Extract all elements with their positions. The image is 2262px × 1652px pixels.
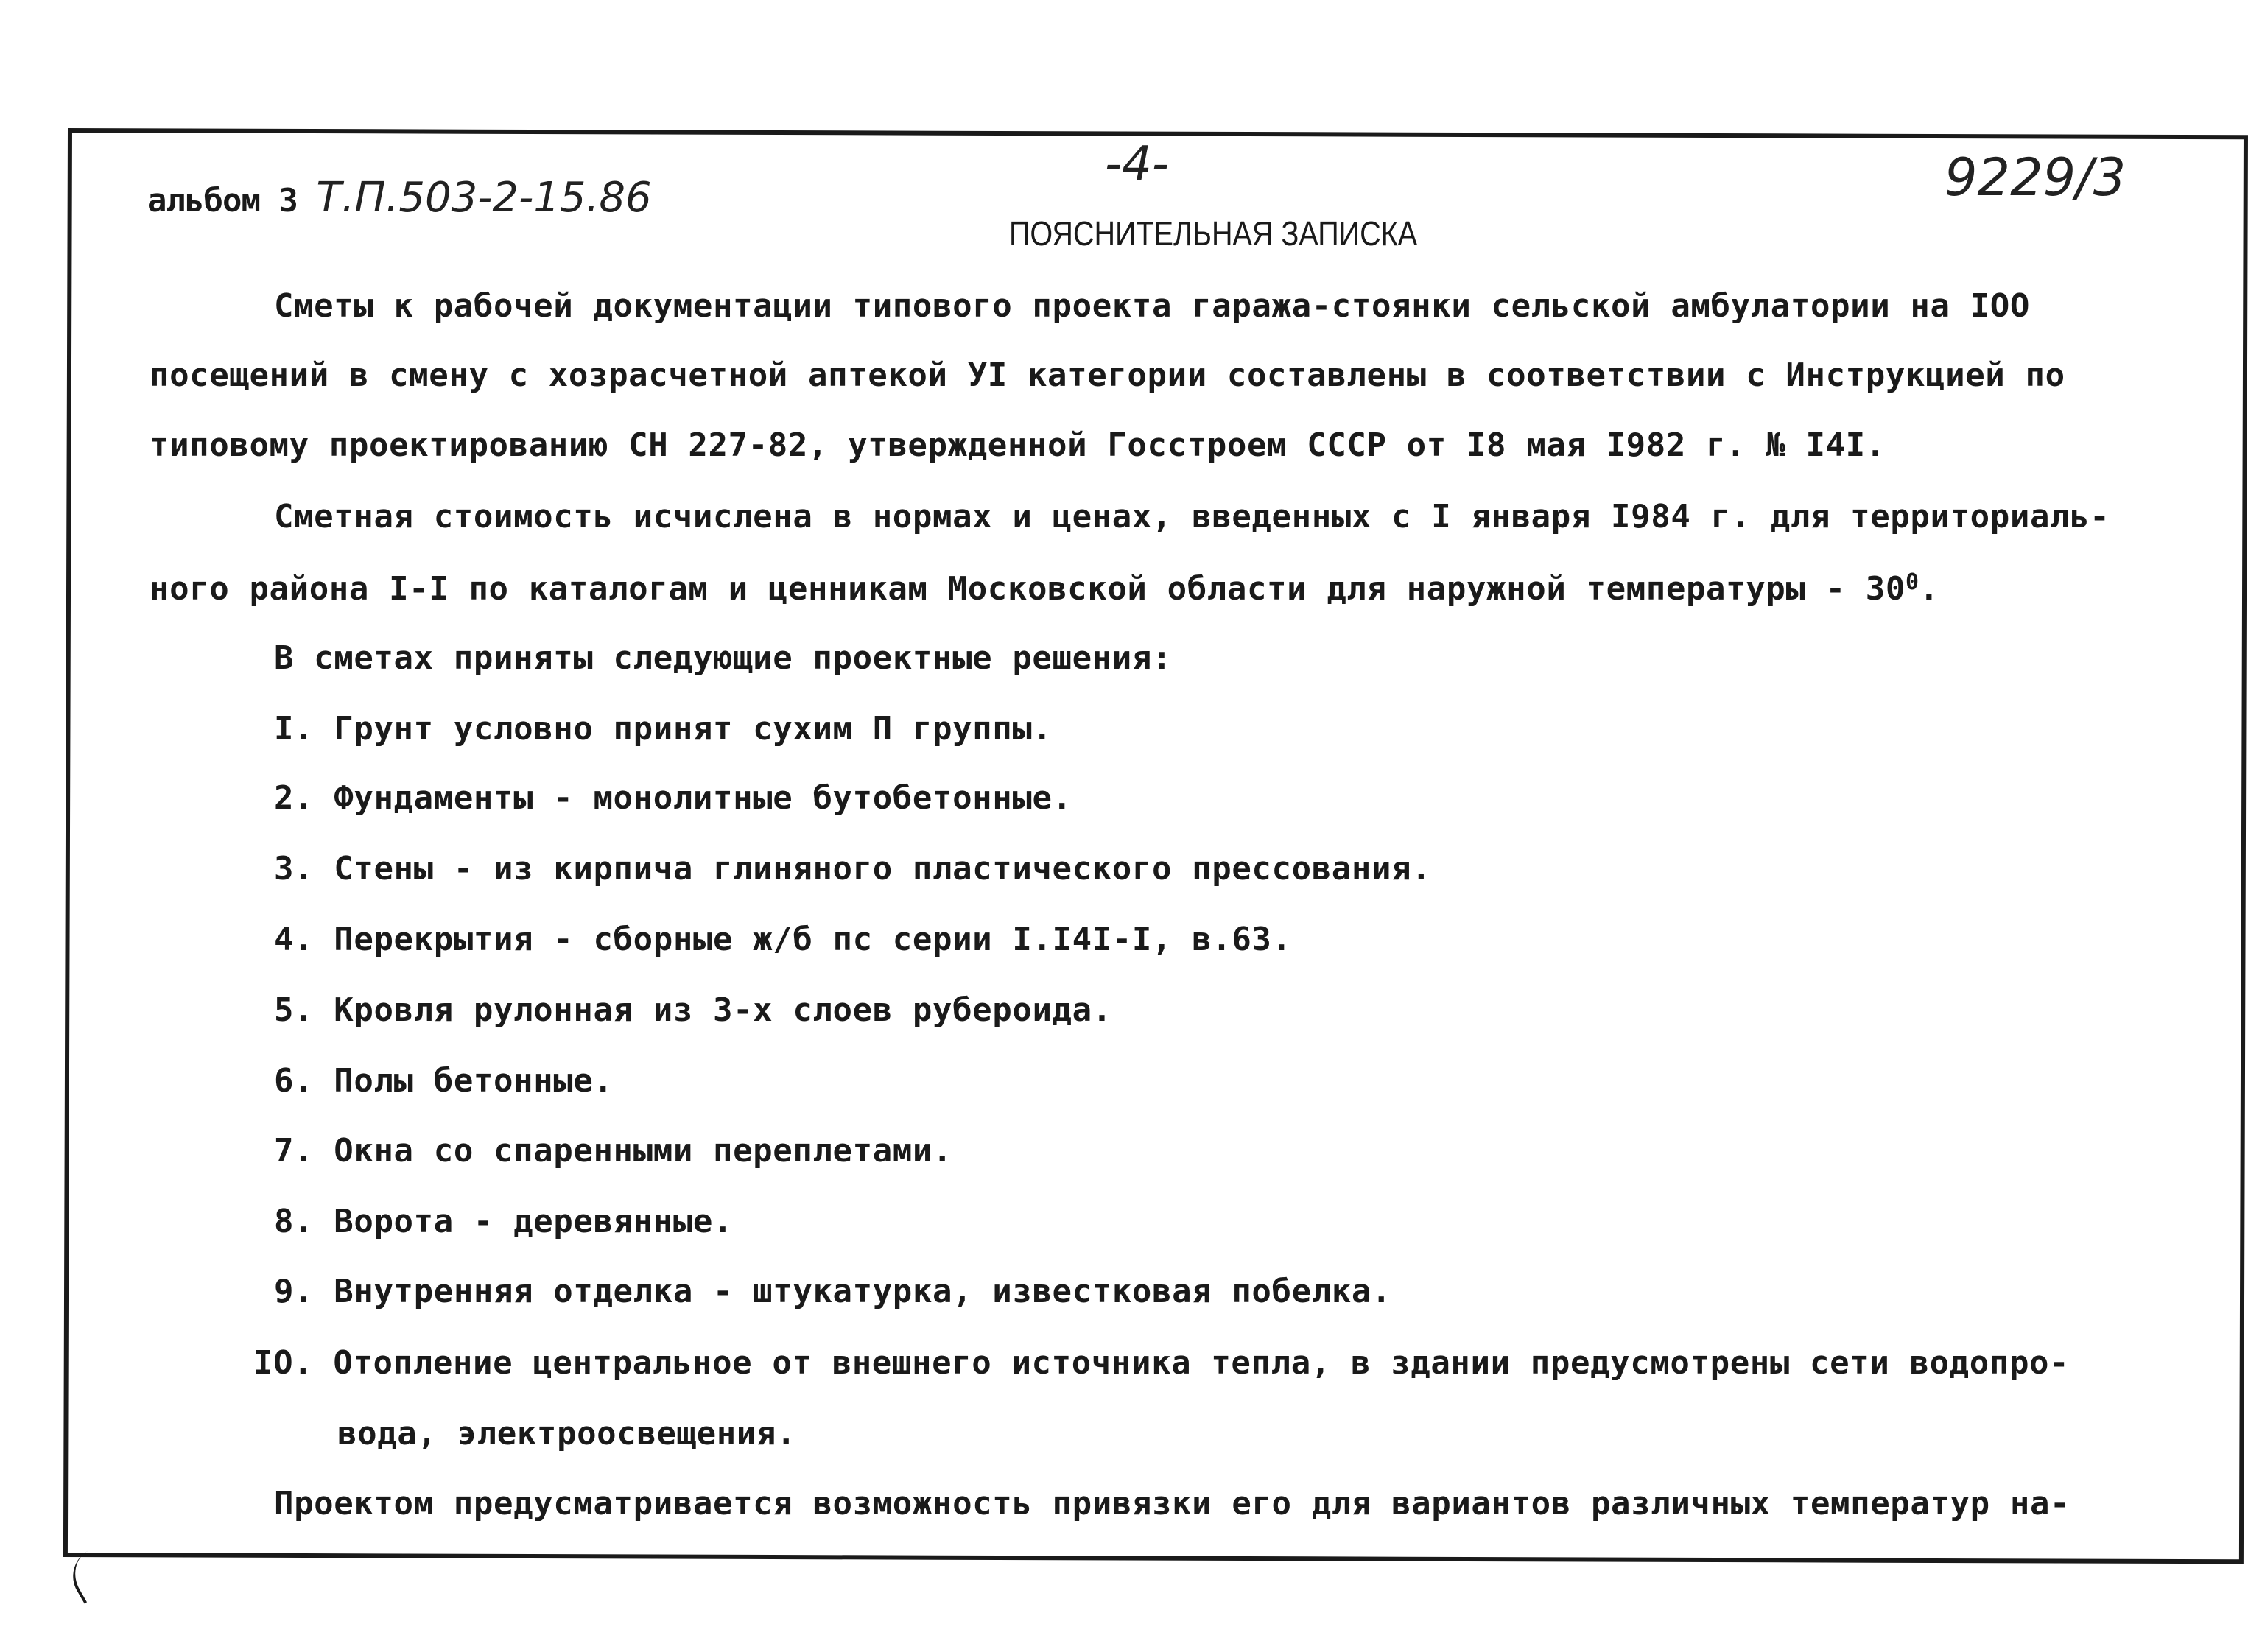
list-item-text: Полы бетонные. [334, 1062, 614, 1100]
album-reference [147, 174, 652, 222]
list-item-text: Отопление центральное от внешнего источника тепла, в здании предусмотрены сети водопро- [333, 1344, 2070, 1382]
list-item [274, 710, 1053, 748]
album-number-handwritten: Т.П.503-2-15.86 [316, 174, 652, 222]
list-item [274, 991, 1112, 1029]
list-item-number: 4. [274, 921, 315, 958]
list-item [274, 1273, 1392, 1310]
page-number: -4- [1105, 137, 1169, 191]
degree-superscript: 0 [1905, 569, 1919, 595]
paragraph-2-line-2-text: ного района I-I по каталогам и ценникам Московской области для наружной температуры - 30 [150, 570, 1906, 608]
list-item-number: I. [274, 710, 315, 748]
paragraph-2-end: . [1919, 570, 1939, 608]
paragraph-3: В сметах приняты следующие проектные решения: [274, 639, 1173, 677]
list-item [274, 1062, 614, 1100]
paragraph-1-line-2: посещений в смену с хозрасчетной аптекой УI категории составлены в соответствии с Инструкцией по [150, 356, 2065, 394]
list-item-text: Грунт условно принят сухим П группы. [334, 710, 1053, 748]
list-item [274, 850, 1432, 887]
list-item-text: Окна со спаренными переплетами. [334, 1132, 953, 1170]
list-item-text: Фундаменты - монолитные бутобетонные. [334, 779, 1072, 817]
list-item-number: 3. [274, 850, 315, 887]
list-item-number: 8. [274, 1203, 315, 1240]
list-item-text: Внутренняя отделка - штукатурка, известковая побелка. [334, 1273, 1392, 1310]
list-item-number: IO. [253, 1344, 314, 1382]
list-item-number: 9. [274, 1273, 315, 1310]
list-item-number: 6. [274, 1062, 315, 1100]
album-prefix: альбом 3 [147, 182, 317, 219]
paragraph-2-line-1: Сметная стоимость исчислена в нормах и ценах, введенных с I января I984 г. для территориаль- [274, 498, 2110, 535]
document-number-handwritten: 9229/3 [1945, 147, 2126, 208]
list-item-text: Стены - из кирпича глиняного пластического прессования. [334, 850, 1432, 887]
list-item-continuation: вода, электроосвещения. [337, 1415, 797, 1452]
list-item [274, 921, 1292, 958]
paragraph-2-line-2 [150, 569, 1939, 608]
paragraph-1-line-3: типовому проектированию СН 227-82, утвержденной Госстроем СССР от I8 мая I982 г. № I4I. [150, 426, 1886, 464]
list-item [274, 779, 1072, 817]
list-item [253, 1344, 2070, 1382]
list-item-text: Перекрытия - сборные ж/б пс серии I.I4I-I, в.63. [334, 921, 1292, 958]
page-title: ПОЯСНИТЕЛЬНАЯ ЗАПИСКА [1009, 214, 1418, 253]
list-item-number: 7. [274, 1132, 315, 1170]
list-item-number: 5. [274, 991, 315, 1029]
list-item [274, 1132, 953, 1170]
list-item-number: 2. [274, 779, 315, 817]
paragraph-4: Проектом предусматривается возможность привязки его для вариантов различных температур на- [274, 1485, 2070, 1522]
list-item [274, 1203, 734, 1240]
list-item-text: Кровля рулонная из 3-х слоев рубероида. [334, 991, 1112, 1029]
list-item-text: Ворота - деревянные. [334, 1203, 734, 1240]
paragraph-1-line-1: Сметы к рабочей документации типового проекта гаража-стоянки сельской амбулатории на IOO [274, 287, 2030, 325]
